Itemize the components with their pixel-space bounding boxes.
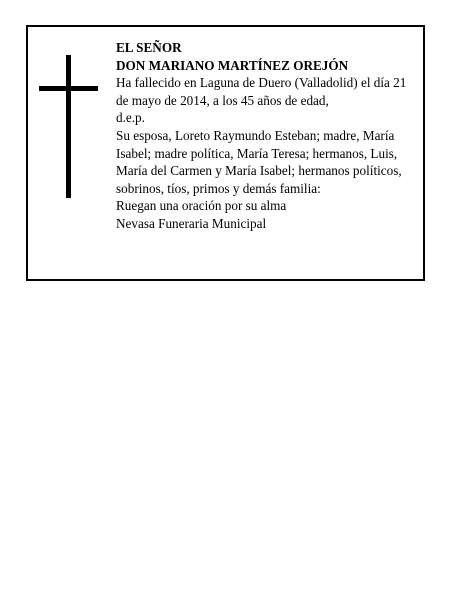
family-list: Su esposa, Loreto Raymundo Esteban; madre, María Isabel; madre política, María Teresa; hermanos, Luis, María del Carmen y María Isabel; hermanos políticos, sobrinos, tíos, primos y demás familia: <box>116 127 402 196</box>
notice-text <box>116 39 421 233</box>
funeral-home: Nevasa Funeraria Municipal <box>116 215 267 231</box>
death-statement: Ha fallecido en Laguna de Duero (Valladolid) el día 21 de mayo de 2014, a los 45 años de edad, <box>116 75 407 108</box>
cross-horizontal-bar <box>39 86 98 91</box>
rip-text: d.e.p. <box>116 110 145 126</box>
cross-icon <box>39 55 98 198</box>
deceased-name: DON MARIANO MARTÍNEZ OREJÓN <box>116 57 349 73</box>
cross-vertical-bar <box>66 55 71 198</box>
obituary-notice <box>26 25 425 281</box>
title-line-1: EL SEÑOR <box>116 40 182 55</box>
prayer-request: Ruegan una oración por su alma <box>116 198 287 214</box>
